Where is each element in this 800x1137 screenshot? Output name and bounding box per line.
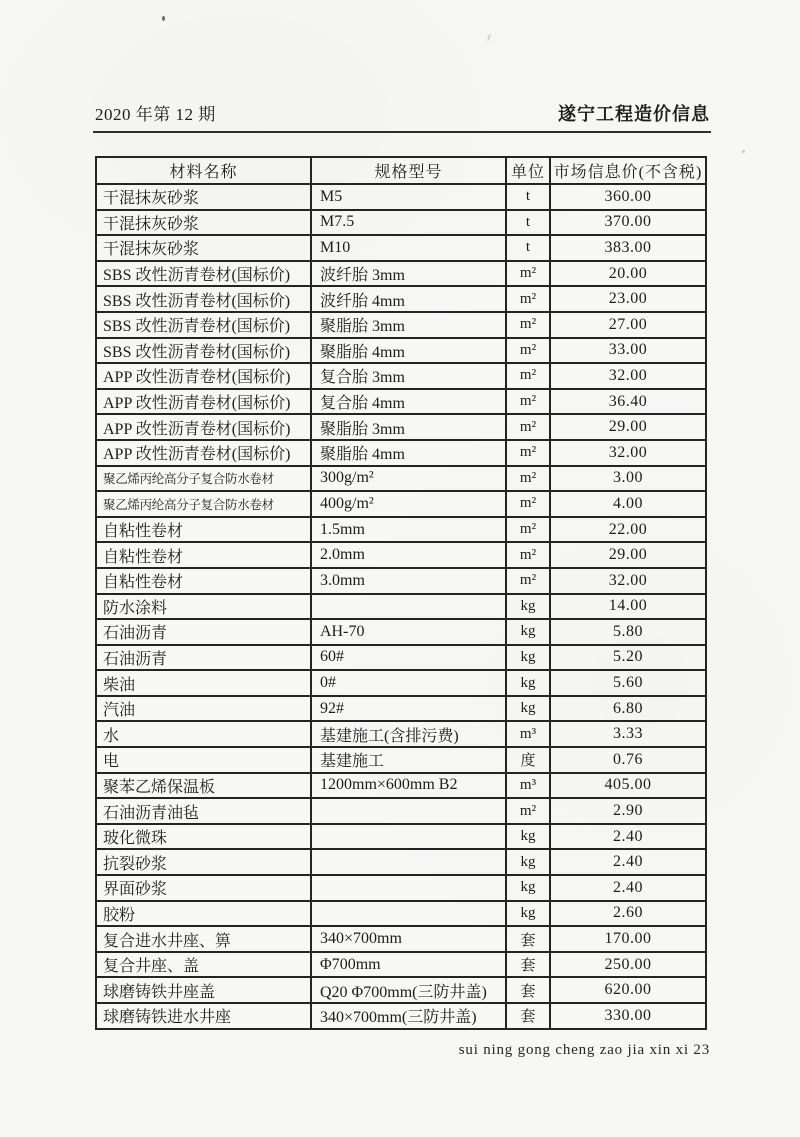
col-header-price: 市场信息价(不含税) — [550, 157, 706, 184]
cell-material-name: 干混抹灰砂浆 — [96, 235, 311, 261]
cell-material-name: 柴油 — [96, 670, 311, 696]
cell-spec: 400g/m² — [311, 491, 506, 517]
cell-unit: m³ — [506, 721, 550, 747]
cell-spec: 基建施工(含排污费) — [311, 721, 506, 747]
col-header-spec: 规格型号 — [311, 157, 506, 184]
cell-material-name: 自粘性卷材 — [96, 542, 311, 568]
cell-material-name: 干混抹灰砂浆 — [96, 210, 311, 236]
cell-material-name: APP 改性沥青卷材(国标价) — [96, 414, 311, 440]
cell-price: 5.60 — [550, 670, 706, 696]
cell-material-name: 水 — [96, 721, 311, 747]
cell-spec: M10 — [311, 235, 506, 261]
col-header-unit: 单位 — [506, 157, 550, 184]
cell-spec: Φ700mm — [311, 952, 506, 978]
cell-unit: t — [506, 210, 550, 236]
cell-spec: 340×700mm — [311, 926, 506, 952]
table-row — [96, 798, 706, 824]
cell-price: 3.00 — [550, 466, 706, 492]
cell-spec: 60# — [311, 645, 506, 671]
cell-unit: m² — [506, 389, 550, 415]
table-row — [96, 542, 706, 568]
cell-spec: 波纤胎 4mm — [311, 286, 506, 312]
cell-material-name: SBS 改性沥青卷材(国标价) — [96, 338, 311, 364]
cell-price: 3.33 — [550, 721, 706, 747]
cell-spec: 340×700mm(三防井盖) — [311, 1003, 506, 1029]
cell-unit: 套 — [506, 1003, 550, 1029]
table-row — [96, 517, 706, 543]
cell-price: 360.00 — [550, 184, 706, 210]
cell-spec: 300g/m² — [311, 466, 506, 492]
scan-speck — [742, 150, 745, 153]
issue-label: 2020 年第 12 期 — [95, 105, 216, 124]
cell-unit: kg — [506, 875, 550, 901]
table-row — [96, 952, 706, 978]
cell-unit: kg — [506, 849, 550, 875]
cell-unit: m² — [506, 466, 550, 492]
cell-material-name: APP 改性沥青卷材(国标价) — [96, 440, 311, 466]
col-header-material-name: 材料名称 — [96, 157, 311, 184]
table-row — [96, 1003, 706, 1029]
cell-price: 33.00 — [550, 338, 706, 364]
cell-unit: t — [506, 184, 550, 210]
table-row — [96, 210, 706, 236]
cell-spec: 聚脂胎 3mm — [311, 312, 506, 338]
cell-unit: m² — [506, 414, 550, 440]
cell-material-name: 界面砂浆 — [96, 875, 311, 901]
cell-price: 250.00 — [550, 952, 706, 978]
cell-price: 32.00 — [550, 568, 706, 594]
cell-spec — [311, 901, 506, 927]
table-row — [96, 824, 706, 850]
cell-spec: M5 — [311, 184, 506, 210]
cell-unit: m² — [506, 261, 550, 287]
page-header — [95, 100, 710, 126]
cell-unit: m³ — [506, 773, 550, 799]
cell-price: 405.00 — [550, 773, 706, 799]
cell-spec: 聚脂胎 4mm — [311, 338, 506, 364]
cell-material-name: 电 — [96, 747, 311, 773]
table-row — [96, 875, 706, 901]
scan-speck — [487, 34, 491, 41]
cell-unit: kg — [506, 670, 550, 696]
cell-unit: 套 — [506, 952, 550, 978]
cell-unit: kg — [506, 901, 550, 927]
cell-price: 620.00 — [550, 977, 706, 1003]
cell-price: 27.00 — [550, 312, 706, 338]
table-row — [96, 645, 706, 671]
cell-material-name: 石油沥青 — [96, 645, 311, 671]
table-row — [96, 491, 706, 517]
table-row — [96, 338, 706, 364]
cell-material-name: 干混抹灰砂浆 — [96, 184, 311, 210]
cell-spec: 92# — [311, 696, 506, 722]
cell-material-name: 聚苯乙烯保温板 — [96, 773, 311, 799]
cell-material-name: 复合井座、盖 — [96, 952, 311, 978]
cell-spec: 1.5mm — [311, 517, 506, 543]
cell-material-name: 玻化微珠 — [96, 824, 311, 850]
table-row — [96, 261, 706, 287]
cell-spec — [311, 875, 506, 901]
cell-spec: 0# — [311, 670, 506, 696]
cell-price: 22.00 — [550, 517, 706, 543]
cell-spec: Q20 Φ700mm(三防井盖) — [311, 977, 506, 1003]
cell-spec — [311, 594, 506, 620]
table-row — [96, 721, 706, 747]
table-row — [96, 184, 706, 210]
cell-unit: kg — [506, 619, 550, 645]
table-row — [96, 235, 706, 261]
cell-spec: M7.5 — [311, 210, 506, 236]
cell-spec — [311, 798, 506, 824]
table-row — [96, 414, 706, 440]
cell-price: 2.40 — [550, 849, 706, 875]
page-footer-pinyin: sui ning gong cheng zao jia xin xi 23 — [458, 1042, 710, 1058]
table-body — [96, 184, 706, 1029]
cell-price: 170.00 — [550, 926, 706, 952]
cell-spec: 聚脂胎 3mm — [311, 414, 506, 440]
cell-spec — [311, 849, 506, 875]
cell-unit: 套 — [506, 977, 550, 1003]
cell-material-name: 石油沥青 — [96, 619, 311, 645]
cell-material-name: 自粘性卷材 — [96, 568, 311, 594]
header-rule — [93, 131, 711, 133]
cell-price: 4.00 — [550, 491, 706, 517]
table-header-row — [96, 157, 706, 184]
table-row — [96, 901, 706, 927]
cell-price: 2.90 — [550, 798, 706, 824]
table-row — [96, 977, 706, 1003]
cell-unit: m² — [506, 312, 550, 338]
table-row — [96, 312, 706, 338]
cell-price: 5.80 — [550, 619, 706, 645]
cell-material-name: 自粘性卷材 — [96, 517, 311, 543]
table-row — [96, 670, 706, 696]
table-row — [96, 389, 706, 415]
journal-title: 遂宁工程造价信息 — [558, 104, 710, 124]
cell-price: 2.40 — [550, 875, 706, 901]
cell-unit: m² — [506, 798, 550, 824]
cell-material-name: 复合进水井座、箅 — [96, 926, 311, 952]
cell-spec: 1200mm×600mm B2 — [311, 773, 506, 799]
cell-material-name: 聚乙烯丙纶高分子复合防水卷材 — [96, 491, 311, 517]
cell-unit: kg — [506, 594, 550, 620]
cell-unit: kg — [506, 696, 550, 722]
table-row — [96, 286, 706, 312]
table-row — [96, 594, 706, 620]
cell-price: 29.00 — [550, 414, 706, 440]
cell-spec: 基建施工 — [311, 747, 506, 773]
cell-material-name: 胶粉 — [96, 901, 311, 927]
cell-unit: 套 — [506, 926, 550, 952]
cell-material-name: 防水涂料 — [96, 594, 311, 620]
cell-material-name: 石油沥青油毡 — [96, 798, 311, 824]
cell-spec: 2.0mm — [311, 542, 506, 568]
cell-material-name: APP 改性沥青卷材(国标价) — [96, 363, 311, 389]
cell-price: 0.76 — [550, 747, 706, 773]
cell-material-name: 抗裂砂浆 — [96, 849, 311, 875]
cell-material-name: 聚乙烯丙纶高分子复合防水卷材 — [96, 466, 311, 492]
cell-spec: 3.0mm — [311, 568, 506, 594]
cell-material-name: 球磨铸铁井座盖 — [96, 977, 311, 1003]
cell-price: 383.00 — [550, 235, 706, 261]
cell-price: 6.80 — [550, 696, 706, 722]
cell-price: 330.00 — [550, 1003, 706, 1029]
cell-spec: 复合胎 3mm — [311, 363, 506, 389]
cell-unit: t — [506, 235, 550, 261]
cell-unit: m² — [506, 440, 550, 466]
cell-price: 2.40 — [550, 824, 706, 850]
cell-material-name: 汽油 — [96, 696, 311, 722]
cell-unit: kg — [506, 824, 550, 850]
cell-unit: m² — [506, 363, 550, 389]
cell-unit: m² — [506, 338, 550, 364]
cell-price: 20.00 — [550, 261, 706, 287]
cell-unit: m² — [506, 568, 550, 594]
cell-material-name: SBS 改性沥青卷材(国标价) — [96, 312, 311, 338]
table-row — [96, 568, 706, 594]
table-row — [96, 747, 706, 773]
table-row — [96, 849, 706, 875]
table-row — [96, 466, 706, 492]
cell-price: 32.00 — [550, 440, 706, 466]
cell-spec: AH-70 — [311, 619, 506, 645]
scan-speck — [162, 16, 165, 21]
table-row — [96, 696, 706, 722]
table-row — [96, 363, 706, 389]
table-row — [96, 619, 706, 645]
cell-price: 14.00 — [550, 594, 706, 620]
cell-price: 370.00 — [550, 210, 706, 236]
cell-material-name: APP 改性沥青卷材(国标价) — [96, 389, 311, 415]
cell-spec: 聚脂胎 4mm — [311, 440, 506, 466]
cell-unit: m² — [506, 286, 550, 312]
table-row — [96, 926, 706, 952]
cell-unit: kg — [506, 645, 550, 671]
cell-unit: 度 — [506, 747, 550, 773]
cell-unit: m² — [506, 491, 550, 517]
cell-price: 36.40 — [550, 389, 706, 415]
cell-price: 23.00 — [550, 286, 706, 312]
cell-price: 32.00 — [550, 363, 706, 389]
cell-spec — [311, 824, 506, 850]
cell-material-name: SBS 改性沥青卷材(国标价) — [96, 286, 311, 312]
cell-unit: m² — [506, 517, 550, 543]
cell-price: 2.60 — [550, 901, 706, 927]
cell-spec: 波纤胎 3mm — [311, 261, 506, 287]
table-row — [96, 440, 706, 466]
cell-price: 5.20 — [550, 645, 706, 671]
cell-unit: m² — [506, 542, 550, 568]
cell-spec: 复合胎 4mm — [311, 389, 506, 415]
cell-material-name: SBS 改性沥青卷材(国标价) — [96, 261, 311, 287]
cell-material-name: 球磨铸铁进水井座 — [96, 1003, 311, 1029]
table-row — [96, 773, 706, 799]
material-price-table — [95, 156, 707, 1030]
cell-price: 29.00 — [550, 542, 706, 568]
